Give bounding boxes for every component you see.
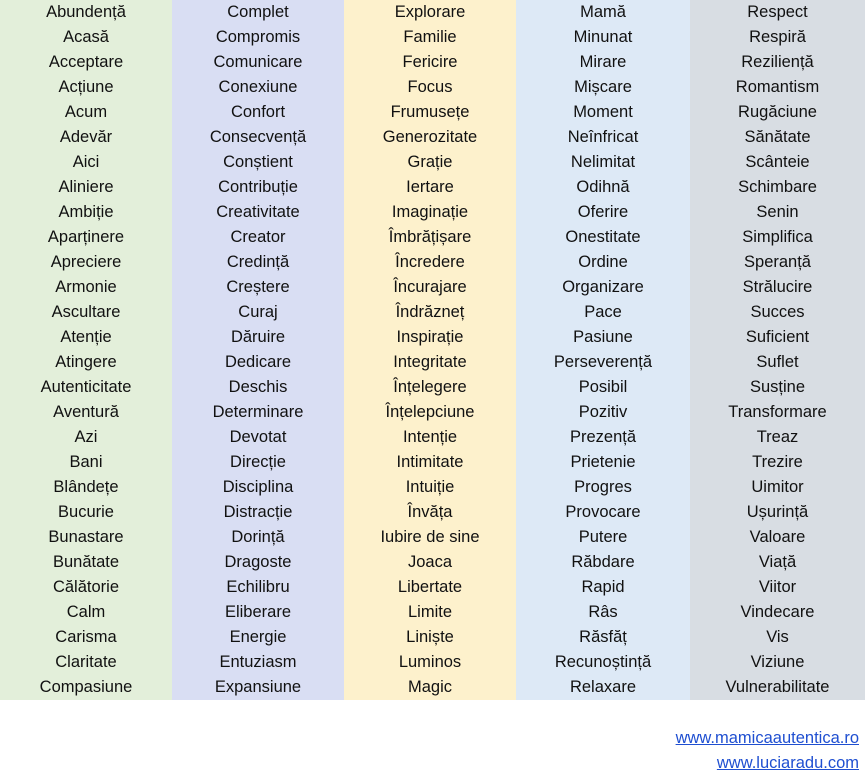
word-cell: Înțelepciune <box>385 403 475 421</box>
word-cell: Îmbrățișare <box>388 228 472 246</box>
word-cell: Energie <box>229 628 287 646</box>
word-cell: Compromis <box>215 28 301 46</box>
word-cell: Complet <box>227 3 289 21</box>
word-cell: Transformare <box>728 403 827 421</box>
word-cell: Prietenie <box>570 453 636 471</box>
word-cell: Rugăciune <box>738 103 817 121</box>
word-cell: Mirare <box>579 53 627 71</box>
word-cell: Luminos <box>398 653 462 671</box>
word-cell: Azi <box>74 428 98 446</box>
word-cell: Vis <box>766 628 789 646</box>
word-cell: Organizare <box>562 278 644 296</box>
word-cell: Creator <box>230 228 286 246</box>
word-cell: Dragoste <box>224 553 292 571</box>
word-cell: Bucurie <box>58 503 114 521</box>
word-cell: Recunoștință <box>554 653 652 671</box>
word-cell: Pozitiv <box>578 403 628 421</box>
word-column-3 <box>344 0 516 700</box>
word-cell: Suficient <box>745 328 810 346</box>
word-cell: Acasă <box>63 28 109 46</box>
word-cell: Onestitate <box>565 228 641 246</box>
word-cell: Suflet <box>756 353 799 371</box>
word-cell: Libertate <box>397 578 463 596</box>
word-cell: Credință <box>226 253 290 271</box>
word-cell: Liniște <box>406 628 454 646</box>
word-cell: Iubire de sine <box>380 528 480 546</box>
word-cell: Vindecare <box>740 603 815 621</box>
word-cell: Compasiune <box>39 678 133 696</box>
word-cell: Ascultare <box>51 303 121 321</box>
word-cell: Distracție <box>223 503 293 521</box>
word-cell: Atenție <box>60 328 112 346</box>
word-cell: Fericire <box>402 53 458 71</box>
word-cell: Simplifica <box>742 228 813 246</box>
word-cell: Înțelegere <box>393 378 467 396</box>
word-column-1 <box>0 0 172 700</box>
word-cell: Senin <box>756 203 799 221</box>
word-cell: Comunicare <box>213 53 303 71</box>
word-cell: Contribuție <box>218 178 298 196</box>
word-cell: Magic <box>407 678 452 696</box>
word-cell: Rapid <box>581 578 625 596</box>
word-column-2 <box>172 0 344 700</box>
word-cell: Consecvență <box>209 128 307 146</box>
word-cell: Grație <box>407 153 453 171</box>
word-cell: Frumusețe <box>390 103 470 121</box>
word-cell: Învăța <box>407 503 453 521</box>
word-cell: Îndrăzneț <box>395 303 465 321</box>
word-cell: Ordine <box>578 253 628 271</box>
word-cell: Mamă <box>580 3 626 21</box>
word-cell: Ușurință <box>746 503 809 521</box>
word-cell: Provocare <box>565 503 641 521</box>
word-cell: Dăruire <box>230 328 286 346</box>
word-cell: Încurajare <box>393 278 467 296</box>
word-cell: Armonie <box>55 278 117 296</box>
word-cell: Răbdare <box>571 553 635 571</box>
word-cell: Entuziasm <box>219 653 297 671</box>
word-cell: Progres <box>574 478 632 496</box>
word-cell: Vulnerabilitate <box>725 678 830 696</box>
word-cell: Perseverență <box>553 353 653 371</box>
word-cell: Ambiție <box>58 203 114 221</box>
word-cell: Echilibru <box>226 578 290 596</box>
word-cell: Autenticitate <box>40 378 132 396</box>
word-cell: Iertare <box>406 178 454 196</box>
word-cell: Succes <box>750 303 805 321</box>
word-cell: Aparținere <box>47 228 125 246</box>
word-cell: Moment <box>573 103 633 121</box>
word-cell: Posibil <box>578 378 628 396</box>
word-cell: Familie <box>403 28 457 46</box>
word-cell: Carisma <box>55 628 117 646</box>
word-cell: Odihnă <box>576 178 630 196</box>
word-cell: Imaginație <box>391 203 469 221</box>
word-cell: Conexiune <box>218 78 298 96</box>
word-cell: Minunat <box>573 28 633 46</box>
word-cell: Trezire <box>752 453 803 471</box>
word-cell: Nelimitat <box>570 153 636 171</box>
word-cell: Joaca <box>407 553 453 571</box>
word-cell: Adevăr <box>59 128 113 146</box>
word-cell: Curaj <box>238 303 278 321</box>
word-cell: Intenție <box>402 428 458 446</box>
word-cell: Sănătate <box>744 128 811 146</box>
word-cell: Explorare <box>394 3 466 21</box>
word-cell: Direcție <box>230 453 286 471</box>
word-cell: Aici <box>72 153 100 171</box>
word-cell: Prezență <box>569 428 637 446</box>
word-cell: Râs <box>588 603 618 621</box>
word-cell: Dedicare <box>224 353 292 371</box>
word-cell: Apreciere <box>50 253 122 271</box>
link-mamicaautentica[interactable]: www.mamicaautentica.ro <box>675 729 859 747</box>
word-cell: Atingere <box>55 353 117 371</box>
word-cell: Dorință <box>231 528 285 546</box>
word-cell: Abundență <box>46 3 126 21</box>
word-cell: Focus <box>407 78 453 96</box>
word-cell: Blândețe <box>53 478 119 496</box>
word-cell: Schimbare <box>738 178 817 196</box>
word-cell: Inspirație <box>396 328 464 346</box>
word-cell: Speranță <box>744 253 811 271</box>
word-cell: Bani <box>69 453 103 471</box>
word-cell: Confort <box>230 103 286 121</box>
word-cell: Reziliență <box>741 53 814 71</box>
link-luciaradu[interactable]: www.luciaradu.com <box>716 754 859 772</box>
word-cell: Aliniere <box>58 178 114 196</box>
word-cell: Călătorie <box>52 578 120 596</box>
word-cell: Creștere <box>226 278 290 296</box>
word-cell: Aventură <box>53 403 119 421</box>
footer-links <box>676 726 859 776</box>
word-cell: Treaz <box>756 428 799 446</box>
word-cell: Creativitate <box>216 203 300 221</box>
word-cell: Neînfricat <box>567 128 639 146</box>
word-column-5 <box>690 0 865 700</box>
word-cell: Romantism <box>735 78 820 96</box>
word-cell: Susține <box>749 378 806 396</box>
word-cell: Bunătate <box>52 553 120 571</box>
word-cell: Intimitate <box>396 453 464 471</box>
word-cell: Eliberare <box>224 603 292 621</box>
word-cell: Acțiune <box>58 78 114 96</box>
word-cell: Pace <box>584 303 622 321</box>
word-cell: Determinare <box>212 403 304 421</box>
word-cell: Uimitor <box>751 478 804 496</box>
word-cell: Devotat <box>229 428 287 446</box>
word-cell: Acceptare <box>48 53 124 71</box>
word-cell: Disciplina <box>222 478 294 496</box>
word-cell: Conștient <box>223 153 293 171</box>
word-cell: Viitor <box>758 578 797 596</box>
word-cell: Intuiție <box>405 478 455 496</box>
word-cell: Expansiune <box>214 678 302 696</box>
word-cell: Respiră <box>749 28 806 46</box>
word-cell: Valoare <box>749 528 806 546</box>
word-cell: Deschis <box>228 378 288 396</box>
word-cell: Viziune <box>750 653 805 671</box>
word-cell: Calm <box>66 603 106 621</box>
word-cell: Acum <box>64 103 108 121</box>
word-cell: Relaxare <box>569 678 637 696</box>
word-cell: Limite <box>407 603 452 621</box>
word-cell: Bunastare <box>48 528 124 546</box>
word-cell: Putere <box>578 528 628 546</box>
word-cell: Claritate <box>55 653 117 671</box>
word-cell: Respect <box>747 3 808 21</box>
word-cell: Mișcare <box>574 78 632 96</box>
word-cell: Integritate <box>393 353 467 371</box>
word-cell: Scânteie <box>745 153 810 171</box>
word-cell: Pasiune <box>573 328 633 346</box>
word-cell: Generozitate <box>382 128 478 146</box>
word-cell: Oferire <box>577 203 629 221</box>
word-cell: Strălucire <box>742 278 813 296</box>
word-cell: Încredere <box>395 253 465 271</box>
word-cell: Răsfăț <box>579 628 627 646</box>
word-column-4 <box>516 0 690 700</box>
word-cell: Viață <box>758 553 797 571</box>
